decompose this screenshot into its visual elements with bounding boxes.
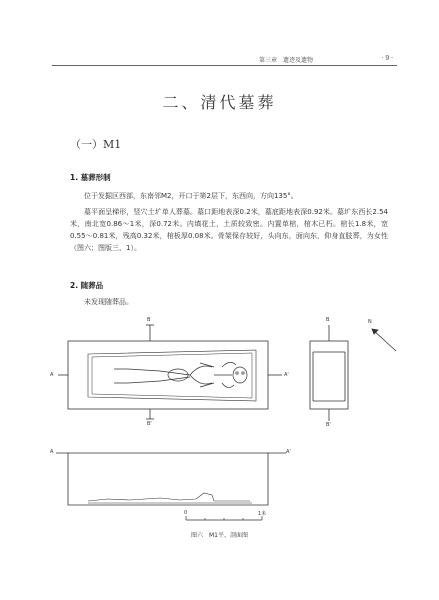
running-header	[52, 53, 397, 66]
skeleton	[114, 362, 247, 387]
label-a-right-section: A'	[286, 449, 291, 455]
coffin-outline	[88, 350, 256, 401]
chapter-title: 第三章 遗迹及遗物	[258, 57, 313, 64]
subsection-title: （一）M1	[70, 138, 122, 151]
label-a-left: A	[50, 372, 54, 378]
paragraph-description: 墓平面呈梯形，竖穴土圹单人葬墓。墓口距地表深0.2米，墓底距地表深0.92米。墓圹东西长2.54米，南北宽0.86～1米，深0.72米。内填花土，土质较致密。内置单棺，棺木已朽。棺长1.8米，宽0.55～0.81米，残高0.32米，棺板厚0.08米。骨架保存较好，头向东，面向东，仰身直肢葬，为女性（图六；图版三，1）。	[70, 208, 388, 252]
figure-caption: 图六 M1平、剖面图	[191, 532, 248, 539]
tomb-plan-section-figure	[0, 305, 439, 545]
label-north: N	[368, 319, 372, 325]
figure-drawing	[0, 305, 439, 545]
scale-end-label: 1米	[258, 511, 267, 517]
paragraph-location: 位于发掘区西部，东南邻M2，开口于第2层下，东西向，方向135°。	[84, 192, 298, 200]
side-section	[310, 325, 348, 421]
label-a-left-section: A	[50, 449, 54, 455]
coffin-inner	[92, 353, 252, 398]
label-b-bottom: B'	[147, 421, 152, 427]
scale-bar	[186, 516, 262, 520]
side-pit-outline	[310, 341, 348, 409]
heading-tomb-form: 1. 墓葬形制	[70, 173, 111, 182]
label-b-top-section: B	[326, 317, 330, 323]
heading-grave-goods: 2. 随葬品	[70, 281, 104, 290]
section-title: 二、清代墓葬	[162, 93, 277, 112]
paragraph-grave-goods: 未发现随葬品。	[84, 298, 133, 306]
label-b-top: B	[147, 317, 151, 323]
page-number: · 9 ·	[381, 55, 393, 62]
north-arrow-icon	[372, 329, 396, 351]
label-a-right: A'	[284, 372, 289, 378]
scale-zero-label: 0	[184, 510, 188, 516]
label-b-bottom-section: B'	[326, 422, 331, 428]
longitudinal-section	[56, 453, 286, 505]
